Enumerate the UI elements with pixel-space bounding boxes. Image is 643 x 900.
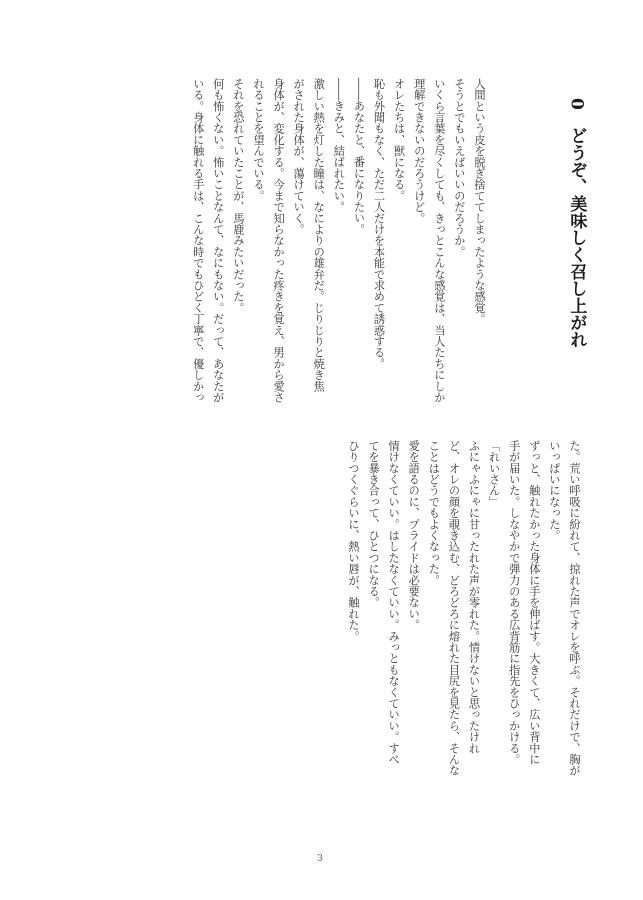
text-line: れることを望んでいる。	[251, 78, 265, 202]
text-line: 理解できないのだろうけど。	[412, 78, 426, 224]
text-line: 恥も外聞もなく、ただ二人だけを本能で求めて誘惑する。	[372, 78, 386, 370]
text-line: 何も怖くない。怖いことなんて、なにもない。だって、あなたが	[211, 78, 225, 403]
text-line: てを暴き合って、ひとつになる。	[367, 440, 381, 608]
text-line: 愛を語るのに、プライドは必要ない。	[407, 440, 421, 631]
text-line: いっぱいになった。	[547, 440, 561, 541]
text-line: がされた身体が、蕩けていく。	[292, 78, 306, 235]
text-block-upper	[64, 78, 489, 422]
text-line: ふにゃふにゃに甘ったれた声が零れた。情けないと思ったけれ	[467, 440, 481, 754]
text-line: ずっと、触れたかった身体に手を伸ばす。大きくて、広い背中に	[527, 440, 541, 765]
text-line: いくら言葉を尽くしても、きっとこんな感覚は、当人たちにしか	[432, 78, 446, 403]
text-line: ことはどうでもよくなった。	[427, 440, 441, 586]
text-block-lower	[262, 440, 584, 784]
text-line: 「れいさん」	[487, 440, 501, 508]
text-line: 身体が、変化する。今まで知らなかった疼きを覚え、男から愛さ	[272, 78, 286, 403]
text-line: た。荒い呼吸に紛れて、掠れた声でオレを呼ぶ。それだけで、胸が	[568, 440, 581, 776]
text-line: それを恐れていたことが、馬鹿みたいだった。	[231, 78, 245, 314]
text-line: そうとでもいえばいいのだろうか。	[452, 78, 466, 258]
chapter-title: 0 どうぞ、美味しく召し上がれ	[566, 98, 587, 348]
text-line: ――きみと、結ばれたい。	[332, 78, 346, 213]
page-number: 3	[317, 854, 323, 864]
text-line: オレたちは、獣になる。	[392, 78, 406, 202]
text-line: 情けなくていい。はしたなくていい。みっともなくていい。すべ	[387, 440, 401, 765]
text-line: ど、オレの顔を覗き込む、どろどろに熔れた目尻を見たら、そんな	[447, 440, 461, 776]
text-line: 激しい熱を灯した瞳は、なによりの雄弁だ。じりじりと焼き焦	[312, 78, 326, 392]
text-line: ――あなたと、番になりたい。	[352, 78, 366, 235]
text-line: 手が届いた。しなやかで弾力のある広背筋に指先をひっかける。	[507, 440, 521, 765]
text-line: いる。身体に触れる手は、こんな時でもひどく丁寧で、優しかっ	[191, 78, 205, 403]
text-line: ひりつくぐらいに、熱い唇が、触れた。	[346, 440, 360, 642]
text-line: 人間という皮を脱ぎ捨ててしまったような感覚。	[473, 78, 486, 325]
